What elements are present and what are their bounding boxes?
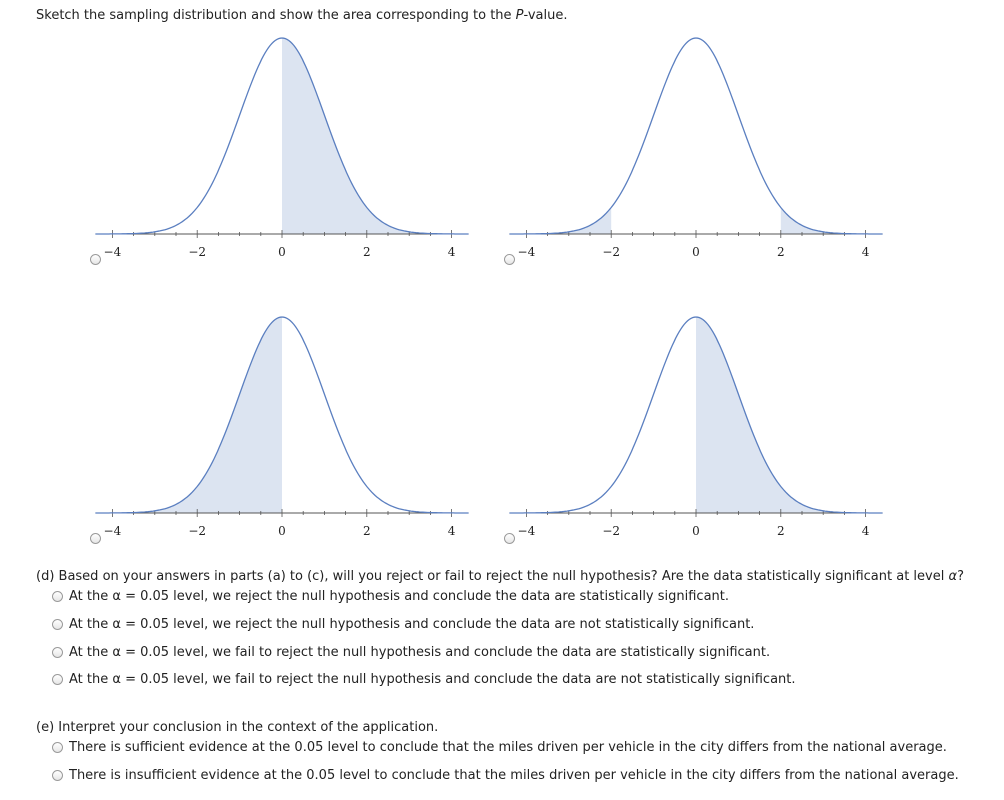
tick-label: 2 bbox=[776, 245, 785, 259]
part-d-choice-3-radio[interactable] bbox=[52, 647, 63, 658]
graph-option-2[interactable] bbox=[502, 30, 902, 300]
tick-label: −4 bbox=[103, 524, 122, 538]
tick-label: 0 bbox=[692, 524, 700, 538]
part-d-choice-1-label: At the α = 0.05 level, we reject the null hypothesis and conclude the data are statistically significant. bbox=[69, 589, 730, 604]
graph-option-3[interactable] bbox=[88, 309, 488, 579]
part-d-choice-2-label: At the α = 0.05 level, we reject the null hypothesis and conclude the data are not statistically significant. bbox=[69, 617, 755, 632]
shaded-area-2 bbox=[781, 208, 883, 235]
part-e-question: (e) Interpret your conclusion in the context of the application. bbox=[36, 720, 439, 735]
part-d-choice-3-label: At the α = 0.05 level, we fail to reject the null hypothesis and conclude the data are statistically significant. bbox=[69, 645, 771, 660]
tick-label: 0 bbox=[278, 245, 286, 259]
part-d-choice-2-radio[interactable] bbox=[52, 619, 63, 630]
tick-label: −4 bbox=[517, 245, 536, 259]
part-d-choice-4[interactable] bbox=[52, 672, 796, 688]
part-d-choice-4-label: At the α = 0.05 level, we fail to reject the null hypothesis and conclude the data are not statistically significant. bbox=[69, 672, 796, 687]
normal-curve bbox=[509, 38, 882, 234]
tick-label: 4 bbox=[861, 524, 870, 538]
tick-label: −4 bbox=[517, 524, 536, 538]
shaded-area-1 bbox=[696, 317, 883, 513]
tick-label: 2 bbox=[362, 524, 371, 538]
tick-label: 2 bbox=[776, 524, 785, 538]
shaded-area-1 bbox=[282, 38, 469, 234]
part-d-choice-4-radio[interactable] bbox=[52, 674, 63, 685]
tick-label: −2 bbox=[188, 245, 207, 259]
graph-option-1[interactable] bbox=[88, 30, 488, 300]
graph-option-4-chart bbox=[502, 309, 902, 579]
tick-label: −2 bbox=[188, 524, 207, 538]
part-e-choice-1[interactable] bbox=[52, 740, 947, 756]
tick-label: 4 bbox=[861, 245, 870, 259]
part-d-choice-2[interactable] bbox=[52, 617, 754, 633]
part-e-choice-2[interactable] bbox=[52, 768, 959, 784]
part-e-choice-2-radio[interactable] bbox=[52, 770, 63, 781]
tick-label: −2 bbox=[602, 524, 621, 538]
tick-label: 0 bbox=[692, 245, 700, 259]
tick-label: 2 bbox=[362, 245, 371, 259]
tick-label: 4 bbox=[447, 524, 456, 538]
part-d-choice-3[interactable] bbox=[52, 645, 770, 661]
part-e-choice-2-label: There is insufficient evidence at the 0.05 level to conclude that the miles driven per vehicle in the city differs from the national average. bbox=[69, 768, 959, 783]
part-e-choice-1-radio[interactable] bbox=[52, 742, 63, 753]
graph-option-4[interactable] bbox=[502, 309, 902, 579]
part-e-choice-1-label: There is sufficient evidence at the 0.05 level to conclude that the miles driven per vehicle in the city differs from the national average. bbox=[69, 740, 947, 755]
tick-label: −2 bbox=[602, 245, 621, 259]
part-d-question: (d) Based on your answers in parts (a) to (c), will you reject or fail to reject the null hypothesis? Are the data statistically significant at level α? bbox=[36, 569, 964, 584]
shaded-area-1 bbox=[509, 208, 611, 235]
part-d-choice-1[interactable] bbox=[52, 589, 729, 605]
tick-label: 0 bbox=[278, 524, 286, 538]
shaded-area-1 bbox=[95, 317, 282, 513]
graph-option-1-chart bbox=[88, 30, 488, 300]
graph-option-3-chart bbox=[88, 309, 488, 579]
part-d-choice-1-radio[interactable] bbox=[52, 591, 63, 602]
tick-label: −4 bbox=[103, 245, 122, 259]
tick-label: 4 bbox=[447, 245, 456, 259]
instruction-text: Sketch the sampling distribution and show the area corresponding to the P-value. bbox=[36, 8, 568, 23]
graph-option-2-chart bbox=[502, 30, 902, 300]
